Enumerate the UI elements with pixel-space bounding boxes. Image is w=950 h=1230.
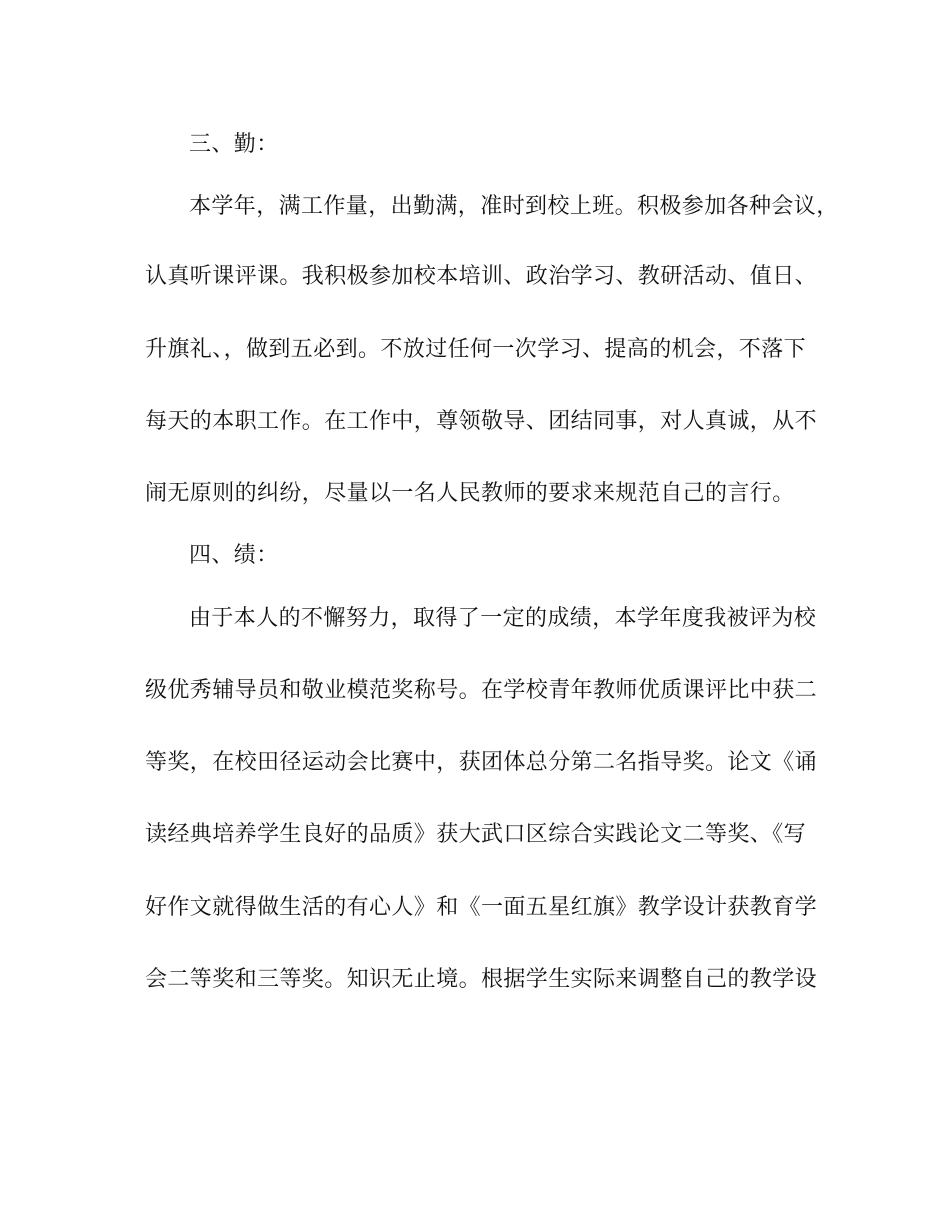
- section-heading-qin: 三、勤：: [189, 132, 279, 157]
- paragraph-line: 认真听课评课。我积极参加校本培训、政治学习、教研活动、值日、: [145, 264, 818, 289]
- section-heading-ji: 四、绩：: [189, 543, 279, 568]
- paragraph-line: 每天的本职工作。在工作中，尊领敬导、团结同事，对人真诚，从不: [145, 409, 818, 434]
- paragraph-line: 本学年，满工作量，出勤满，准时到校上班。积极参加各种会议，: [189, 194, 839, 219]
- paragraph-line: 会二等奖和三等奖。知识无止境。根据学生实际来调整自己的教学设: [145, 967, 818, 992]
- paragraph-line: 升旗礼、，做到五必到。不放过任何一次学习、提高的机会，不落下: [145, 337, 807, 362]
- paragraph-line: 读经典培养学生良好的品质》获大武口区综合实践论文二等奖、《写: [145, 822, 807, 847]
- paragraph-line: 闹无原则的纠纷，尽量以一名人民教师的要求来规范自己的言行。: [145, 481, 795, 506]
- paragraph-line: 由于本人的不懈努力，取得了一定的成绩，本学年度我被评为校: [189, 606, 817, 631]
- paragraph-line: 级优秀辅导员和敬业模范奖称号。在学校青年教师优质课评比中获二: [145, 678, 818, 703]
- paragraph-line: 好作文就得做生活的有心人》和《一面五星红旗》教学设计获教育学: [145, 895, 818, 920]
- paragraph-line: 等奖，在校田径运动会比赛中，获团体总分第二名指导奖。论文《诵: [145, 750, 818, 775]
